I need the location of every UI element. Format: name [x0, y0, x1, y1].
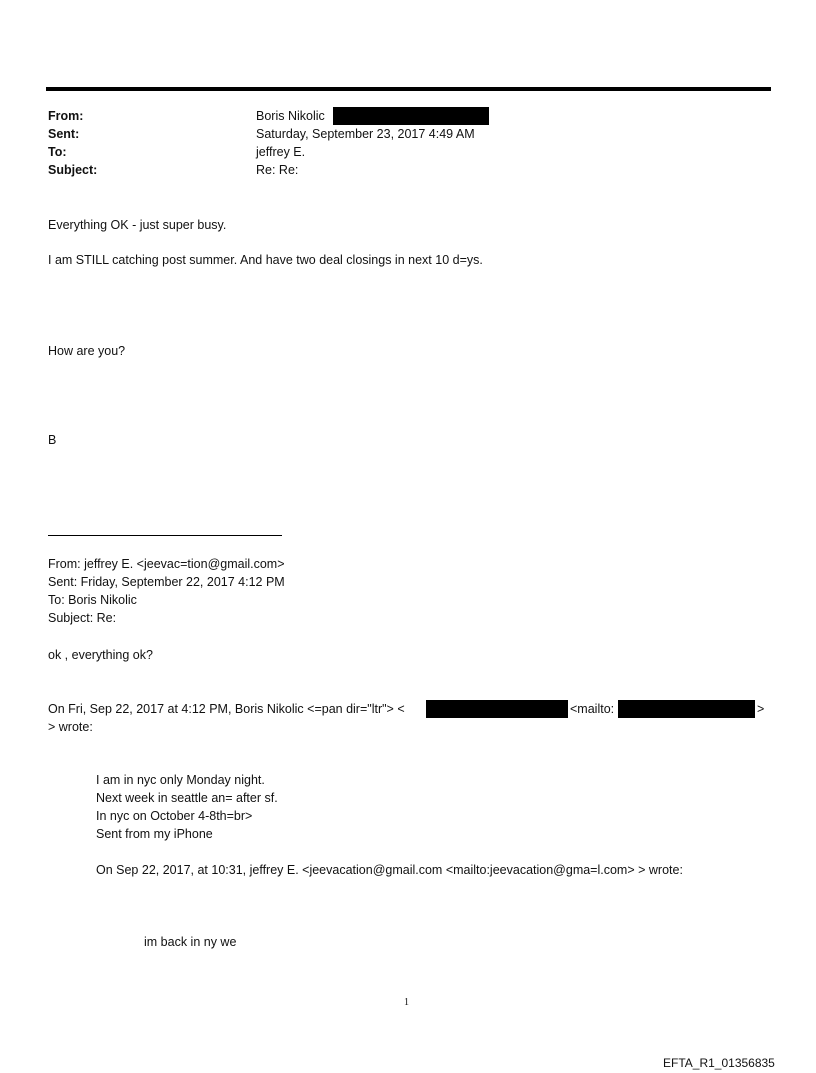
- quoted2-intro2: On Sep 22, 2017, at 10:31, jeffrey E. <jeevacation@gmail.com <mailto:jeevacation@gma=l.com> > wrote:: [96, 863, 683, 877]
- quoted-intro-end: >: [757, 702, 765, 716]
- subject-value: Re: Re:: [256, 163, 299, 177]
- document-id: EFTA_R1_01356835: [663, 1056, 775, 1070]
- page-number: 1: [404, 997, 409, 1008]
- sent-value: Saturday, September 23, 2017 4:49 AM: [256, 127, 475, 141]
- quoted-sent: Sent: Friday, September 22, 2017 4:12 PM: [48, 575, 285, 589]
- quoted-from: From: jeffrey E. <jeevac=tion@gmail.com>: [48, 557, 285, 571]
- quoted-intro-wrote: > wrote:: [48, 720, 93, 734]
- body-line-2: I am STILL catching post summer. And have two deal closings in next 10 d=ys.: [48, 253, 483, 267]
- redaction-bar: [618, 700, 755, 718]
- quoted-intro: On Fri, Sep 22, 2017 at 4:12 PM, Boris Nikolic <=pan dir="ltr"> <: [48, 702, 405, 716]
- from-value: Boris Nikolic: [256, 109, 325, 123]
- quoted-subject: Subject: Re:: [48, 611, 117, 625]
- quoted3-body: im back in ny we: [144, 935, 237, 949]
- subject-label: Subject:: [48, 163, 98, 177]
- quoted2-line: In nyc on October 4-8th=br>: [96, 809, 253, 823]
- quoted2-line: Next week in seattle an= after sf.: [96, 791, 278, 805]
- to-value: jeffrey E.: [256, 145, 306, 159]
- from-label: From:: [48, 109, 84, 123]
- header-rule: [46, 87, 771, 91]
- body-signature: B: [48, 433, 57, 447]
- quoted2-line: Sent from my iPhone: [96, 827, 213, 841]
- quoted-body: ok , everything ok?: [48, 648, 153, 662]
- redaction-bar: [426, 700, 568, 718]
- quoted2-line: I am in nyc only Monday night.: [96, 773, 265, 787]
- quoted-to: To: Boris Nikolic: [48, 593, 137, 607]
- body-line-1: Everything OK - just super busy.: [48, 218, 227, 232]
- body-line-3: How are you?: [48, 344, 126, 358]
- to-label: To:: [48, 145, 67, 159]
- quote-separator: [48, 535, 282, 536]
- quoted-intro-mailto: <mailto:: [570, 702, 615, 716]
- redaction-bar: [333, 107, 489, 125]
- sent-label: Sent:: [48, 127, 80, 141]
